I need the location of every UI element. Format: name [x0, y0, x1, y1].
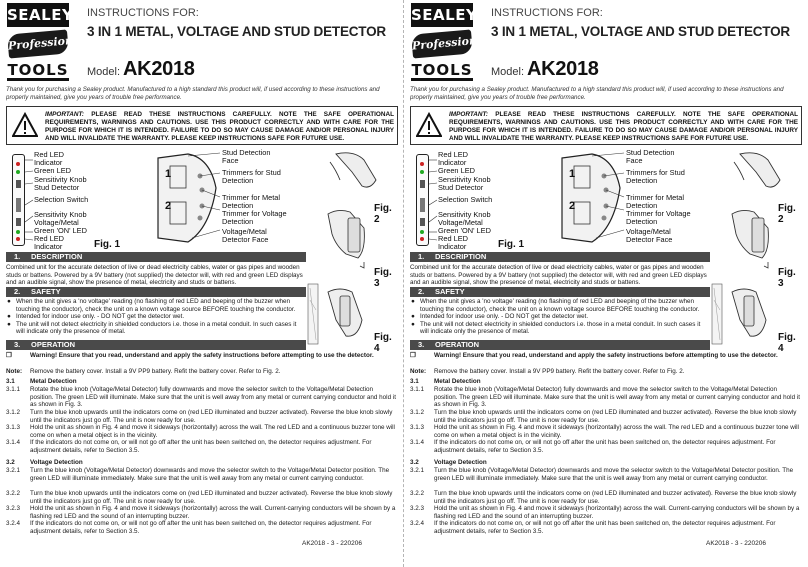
fig1-label-sensitivity-knob-2: Sensitivity Knob — [34, 210, 87, 219]
fig2-label-trimmers-stud: Trimmers for Stud — [626, 168, 685, 177]
subsection-title: Metal Detection — [30, 378, 77, 385]
fig1-label-green-on-led: Green 'ON' LED — [34, 226, 87, 235]
fig1-label-indicator-2: Indicator — [438, 242, 467, 251]
step-text: Hold the unit as shown in Fig. 4 and move it sideways (horizontally) across the wall. The red LED and a continuous buzzer tone will come on when a metal object is in the vicinity. — [434, 424, 799, 439]
fig1-label-indicator: Indicator — [34, 158, 63, 167]
fig1-label-indicator: Indicator — [438, 158, 467, 167]
fig1-label-stud-detector: Stud Detector — [438, 183, 484, 192]
bullet-dot-icon: ● — [7, 320, 11, 328]
step-number: 3.1.3 — [410, 424, 425, 431]
fig2-caption: Fig. 2 — [778, 203, 796, 225]
step-number: 3.1.4 — [410, 439, 425, 446]
step-text: Rotate the blue knob (Voltage/Metal Detector) fully downwards and move the selector switch to the Voltage/Metal Detection position. The green LED will illuminate. Make sure that the unit is well away from any metal or current carrying conductor and hold it as shown in Fig. 3. — [30, 386, 396, 409]
section-header-safety — [410, 287, 710, 297]
fig2-label-voltage-metal: Voltage/Metal — [626, 227, 671, 236]
important-label: IMPORTANT: — [45, 111, 85, 118]
section-header-operation — [410, 340, 710, 350]
fig1-label-sensitivity-knob-2: Sensitivity Knob — [438, 210, 491, 219]
model-label: Model: — [491, 66, 525, 78]
instructions-for-label: INSTRUCTIONS FOR: — [87, 7, 199, 19]
safety-bullet-text: The unit will not detect electricity in shielded conductors i.e. those in a metal conduit. In such cases it will indicate only the presence of metal. — [16, 320, 297, 336]
section-number: 2. — [418, 287, 425, 296]
safety-bullet — [6, 298, 306, 313]
fig2-label-detection-2: Detection — [222, 201, 254, 210]
step-text: Turn the blue knob upwards until the indicators come on (red LED illuminated and buzzer activated). Reverse the blue knob slowly until the indicators just go off. The unit is now ready for use. — [434, 409, 797, 424]
fig2-label-detector-face: Detector Face — [626, 235, 673, 244]
fig1-label-selection-switch: Selection Switch — [438, 195, 493, 204]
fig1-label-red-led-2: Red LED — [34, 234, 64, 243]
step-number: 3.2.3 — [6, 505, 21, 512]
operation-warning-text: Warning! Ensure that you read, understand and apply the safety instructions before attempting to use the detector. — [434, 352, 778, 359]
step-text: Turn the blue knob (Voltage/Metal Detector) downwards and move the selector switch to the Voltage/Metal Detector position. The green LED will illuminate immediately. Make sure that the unit is well away from any metal or current carrying conductor. — [30, 467, 390, 482]
instruction-page-left — [6, 0, 398, 567]
section-title: OPERATION — [435, 340, 480, 349]
fig2-label-detector-face: Detector Face — [222, 235, 269, 244]
fig2-face-2-label: 2 — [165, 200, 172, 212]
important-warning-box — [410, 106, 802, 145]
section-number: 3. — [14, 340, 21, 349]
step-number: 3.2.1 — [410, 467, 425, 474]
instruction-page-right — [410, 0, 802, 567]
step-text: If the indicators do not come on, or will not go off after the unit has been switched on, the detector requires adjustment. For adjustment details, refer to Section 3.5. — [434, 439, 776, 454]
section-number: 2. — [14, 287, 21, 296]
section-title: DESCRIPTION — [31, 252, 83, 261]
step-number: 3.1.2 — [410, 409, 425, 416]
figure-2-detector-faces — [148, 148, 324, 248]
warning-triangle-icon — [416, 112, 442, 138]
fig1-caption: Fig. 1 — [498, 239, 525, 250]
model-row — [491, 58, 599, 81]
fig2-caption: Fig. 2 — [374, 203, 392, 225]
subsection-title: Voltage Detection — [30, 459, 83, 466]
fig1-caption: Fig. 1 — [94, 239, 121, 250]
thank-you-text: Thank you for purchasing a Sealey product. Manufactured to a high standard this product will, if used according to these instructions and properly maintained, give you years of trouble free performance. — [410, 86, 784, 102]
figures-3-4-column — [710, 150, 802, 354]
step-number: 3.2.4 — [6, 520, 21, 527]
fig2-label-trimmer-metal: Trimmer for Metal — [222, 193, 281, 202]
subsection-number: 3.2 — [6, 459, 15, 466]
fig1-label-stud-detector: Stud Detector — [34, 183, 80, 192]
section-header-safety — [6, 287, 306, 297]
step-text: If the indicators do not come on, or will not go off after the unit has been switched on, the detector requires adjustment. For adjustment details, refer to Section 3.5. — [30, 520, 372, 535]
fig2-label-face: Face — [626, 156, 643, 165]
bullet-dot-icon: ● — [7, 313, 11, 321]
step-text: Hold the unit as shown in Fig. 4 and move it sideways (horizontally) across the wall. The red LED and a continuous buzzer tone will come on when a metal object is in the vicinity. — [30, 424, 395, 439]
figure-1-controls — [410, 150, 550, 250]
hand-holding-detector-drawings — [306, 150, 398, 350]
fig2-label-detection-3: Detection — [626, 217, 658, 226]
step-number: 3.2.1 — [6, 467, 21, 474]
safety-bullet — [410, 321, 710, 336]
fig2-face-1-label: 1 — [165, 168, 172, 180]
fig2-face-1-label: 1 — [569, 168, 576, 180]
subsection-number: 3.1 — [410, 378, 419, 385]
professional-badge: Professional — [411, 29, 473, 58]
safety-bullet-text: When the unit gives a 'no voltage' reading (no flashing of red LED and beeping of the buzzer when touching the conductor), check the unit on a known voltage source BEFORE touching the conductor. — [16, 298, 296, 313]
safety-bullet — [410, 313, 710, 321]
fig4-caption: Fig. 4 — [374, 332, 392, 354]
fig2-label-trimmer-voltage: Trimmer for Voltage — [222, 209, 287, 218]
note-label: Note: — [410, 368, 427, 375]
step-number: 3.1.2 — [6, 409, 21, 416]
fig1-label-voltage-metal: Voltage/Metal — [34, 218, 79, 227]
sealey-wordmark: SEALEY — [411, 3, 473, 27]
fig2-label-stud-detection: Stud Detection — [222, 148, 271, 157]
section-title: DESCRIPTION — [435, 252, 487, 261]
important-label: IMPORTANT: — [449, 111, 489, 118]
sealey-logo — [7, 3, 85, 85]
sealey-logo — [411, 3, 489, 85]
fig2-label-detection: Detection — [626, 176, 658, 185]
bullet-dot-icon: ● — [7, 298, 11, 305]
fig2-label-trimmer-metal: Trimmer for Metal — [626, 193, 685, 202]
safety-bullet-text: Intended for indoor use only. - DO NOT get the detector wet. — [16, 313, 185, 321]
subsection-number: 3.2 — [410, 459, 419, 466]
fig1-label-green-led: Green LED — [438, 166, 475, 175]
safety-bullet — [6, 313, 306, 321]
tools-wordmark: TOOLS — [7, 61, 69, 79]
fig2-label-detection-2: Detection — [626, 201, 658, 210]
safety-bullet — [410, 298, 710, 313]
section-header-operation — [6, 340, 306, 350]
step-number: 3.2.4 — [410, 520, 425, 527]
page-fold-line — [403, 0, 404, 567]
step-number: 3.2.3 — [410, 505, 425, 512]
fig1-label-sensitivity-knob: Sensitivity Knob — [34, 175, 87, 184]
fig2-label-detection: Detection — [222, 176, 254, 185]
section-number: 3. — [418, 340, 425, 349]
fig4-caption: Fig. 4 — [778, 332, 796, 354]
fig2-label-trimmers-stud: Trimmers for Stud — [222, 168, 281, 177]
important-warning-box — [6, 106, 398, 145]
safety-bullet-text: Intended for indoor use only. - DO NOT get the detector wet. — [420, 313, 589, 321]
safety-bullet-text: When the unit gives a 'no voltage' reading (no flashing of red LED and beeping of the buzzer when touching the conductor), check the unit on a known voltage source BEFORE touching the conductor. — [420, 298, 700, 313]
page-footer: AK2018 - 3 - 220206 — [302, 540, 362, 547]
sealey-wordmark: SEALEY — [7, 3, 69, 27]
section-title: OPERATION — [31, 340, 76, 349]
step-text: Turn the blue knob (Voltage/Metal Detector) downwards and move the selector switch to the Voltage/Metal Detector position. The green LED will illuminate immediately. Make sure that the unit is well away from any metal or current carrying conductor. — [434, 467, 794, 482]
fig1-label-green-led: Green LED — [34, 166, 71, 175]
section-number: 1. — [418, 252, 425, 261]
instructions-for-label: INSTRUCTIONS FOR: — [491, 7, 603, 19]
step-number: 3.1.3 — [6, 424, 21, 431]
fig1-label-voltage-metal: Voltage/Metal — [438, 218, 483, 227]
section-header-description — [410, 252, 710, 262]
note-text: Remove the battery cover. Install a 9V PP9 battery. Refit the battery cover. Refer to Fig. 2. — [30, 368, 281, 375]
warning-checkbox-icon: ❐ — [6, 352, 12, 359]
fig1-label-red-led: Red LED — [438, 150, 468, 159]
operation-warning-text: Warning! Ensure that you read, understand and apply the safety instructions before attempting to use the detector. — [30, 352, 374, 359]
description-text: Combined unit for the accurate detection of live or dead electricity cables, water or gas pipes and wooden studs or battens. Powered by a 9V battery (not supplied) the detector will, with red and green LED displays and an audible signal, show the presence of metal, electricity and studs or battens. — [6, 264, 303, 287]
fig1-label-red-led-2: Red LED — [438, 234, 468, 243]
safety-bullet-text: The unit will not detect electricity in shielded conductors i.e. those in a metal conduit. In such cases it will indicate only the presence of metal. — [420, 320, 701, 336]
important-warning-text — [449, 111, 798, 143]
thank-you-text: Thank you for purchasing a Sealey product. Manufactured to a high standard this product will, if used according to these instructions and properly maintained, give you years of trouble free performance. — [6, 86, 380, 102]
fig3-caption: Fig. 3 — [374, 267, 392, 289]
section-title: SAFETY — [31, 287, 61, 296]
safety-bullets — [6, 298, 306, 336]
model-label: Model: — [87, 66, 121, 78]
step-text: Hold the unit as shown in Fig. 4 and move it sideways (horizontally) across the wall. Current-carrying conductors will be shown by a flashing red LED and the sound of an interrupting buzzer. — [434, 505, 800, 520]
fig3-caption: Fig. 3 — [778, 267, 796, 289]
step-text: Hold the unit as shown in Fig. 4 and move it sideways (horizontally) across the wall. Current-carrying conductors will be shown by a flashing red LED and the sound of an interrupting buzzer. — [30, 505, 396, 520]
fig1-label-sensitivity-knob: Sensitivity Knob — [438, 175, 491, 184]
step-number: 3.2.2 — [6, 490, 21, 497]
figure-2-detector-faces — [552, 148, 728, 248]
fig2-label-voltage-metal: Voltage/Metal — [222, 227, 267, 236]
safety-bullets — [410, 298, 710, 336]
model-number: AK2018 — [123, 58, 195, 80]
step-number: 3.2.2 — [410, 490, 425, 497]
product-title: 3 IN 1 METAL, VOLTAGE AND STUD DETECTOR — [491, 24, 790, 39]
bullet-dot-icon: ● — [411, 313, 415, 321]
fig2-label-face: Face — [222, 156, 239, 165]
figures-3-4-column — [306, 150, 398, 354]
safety-bullet — [6, 321, 306, 336]
model-row — [87, 58, 195, 81]
fig2-label-trimmer-voltage: Trimmer for Voltage — [626, 209, 691, 218]
step-text: If the indicators do not come on, or will not go off after the unit has been switched on, the detector requires adjustment. For adjustment details, refer to Section 3.5. — [434, 520, 776, 535]
bullet-dot-icon: ● — [411, 320, 415, 328]
figure-1-controls — [6, 150, 146, 250]
step-text: Turn the blue knob upwards until the indicators come on (red LED illuminated and buzzer activated). Reverse the blue knob slowly until the indicators just go off. The unit is now ready for use. — [434, 490, 797, 505]
description-text: Combined unit for the accurate detection of live or dead electricity cables, water or gas pipes and wooden studs or battens. Powered by a 9V battery (not supplied) the detector will, with red and green LED displays and an audible signal, show the presence of metal, electricity and studs or battens. — [410, 264, 707, 287]
professional-badge: Professional — [7, 29, 69, 58]
model-number: AK2018 — [527, 58, 599, 80]
note-label: Note: — [6, 368, 23, 375]
tools-wordmark: TOOLS — [411, 61, 473, 79]
important-warning-text — [45, 111, 394, 143]
fig1-label-selection-switch: Selection Switch — [34, 195, 89, 204]
subsection-number: 3.1 — [6, 378, 15, 385]
warning-triangle-icon — [12, 112, 38, 138]
step-number: 3.1.1 — [410, 386, 425, 393]
fig2-face-2-label: 2 — [569, 200, 576, 212]
step-text: Rotate the blue knob (Voltage/Metal Detector) fully downwards and move the selector switch to the Voltage/Metal Detection position. The green LED will illuminate. Make sure that the unit is well away from any metal or current carrying conductor and hold it as shown in Fig. 3. — [434, 386, 800, 409]
section-number: 1. — [14, 252, 21, 261]
hand-holding-detector-drawings — [710, 150, 802, 350]
fig1-label-green-on-led: Green 'ON' LED — [438, 226, 491, 235]
fig2-label-stud-detection: Stud Detection — [626, 148, 675, 157]
step-text: Turn the blue knob upwards until the indicators come on (red LED illuminated and buzzer activated). Reverse the blue knob slowly until the indicators just go off. The unit is now ready for use. — [30, 409, 393, 424]
note-text: Remove the battery cover. Install a 9V PP9 battery. Refit the battery cover. Refer to Fig. 2. — [434, 368, 685, 375]
warning-checkbox-icon: ❐ — [410, 352, 416, 359]
section-header-description — [6, 252, 306, 262]
warning-body: PLEASE READ THESE INSTRUCTIONS CAREFULLY. NOTE THE SAFE OPERATIONAL REQUIREMENTS, WARNINGS AND CAUTIONS. USE THIS PRODUCT CORRECTLY AND WITH CARE FOR THE PURPOSE FOR WHICH IT IS INTENDED. FAILURE TO DO SO MAY CAUSE DAMAGE AND/OR PERSONAL INJURY AND WILL INVALIDATE THE WARRANTY. PLEASE KEEP INSTRUCTIONS SAFE FOR FUTURE USE. — [449, 111, 798, 142]
step-number: 3.1.4 — [6, 439, 21, 446]
step-number: 3.1.1 — [6, 386, 21, 393]
page-footer: AK2018 - 3 - 220206 — [706, 540, 766, 547]
section-title: SAFETY — [435, 287, 465, 296]
product-title: 3 IN 1 METAL, VOLTAGE AND STUD DETECTOR — [87, 24, 386, 39]
step-text: If the indicators do not come on, or will not go off after the unit has been switched on, the detector requires adjustment. For adjustment details, refer to Section 3.5. — [30, 439, 372, 454]
fig1-label-indicator-2: Indicator — [34, 242, 63, 251]
bullet-dot-icon: ● — [411, 298, 415, 305]
fig1-label-red-led: Red LED — [34, 150, 64, 159]
subsection-title: Metal Detection — [434, 378, 481, 385]
subsection-title: Voltage Detection — [434, 459, 487, 466]
fig2-label-detection-3: Detection — [222, 217, 254, 226]
step-text: Turn the blue knob upwards until the indicators come on (red LED illuminated and buzzer activated). Reverse the blue knob slowly until the indicators just go off. The unit is now ready for use. — [30, 490, 393, 505]
warning-body: PLEASE READ THESE INSTRUCTIONS CAREFULLY. NOTE THE SAFE OPERATIONAL REQUIREMENTS, WARNINGS AND CAUTIONS. USE THIS PRODUCT CORRECTLY AND WITH CARE FOR THE PURPOSE FOR WHICH IT IS INTENDED. FAILURE TO DO SO MAY CAUSE DAMAGE AND/OR PERSONAL INJURY AND WILL INVALIDATE THE WARRANTY. PLEASE KEEP INSTRUCTIONS SAFE FOR FUTURE USE. — [45, 111, 394, 142]
